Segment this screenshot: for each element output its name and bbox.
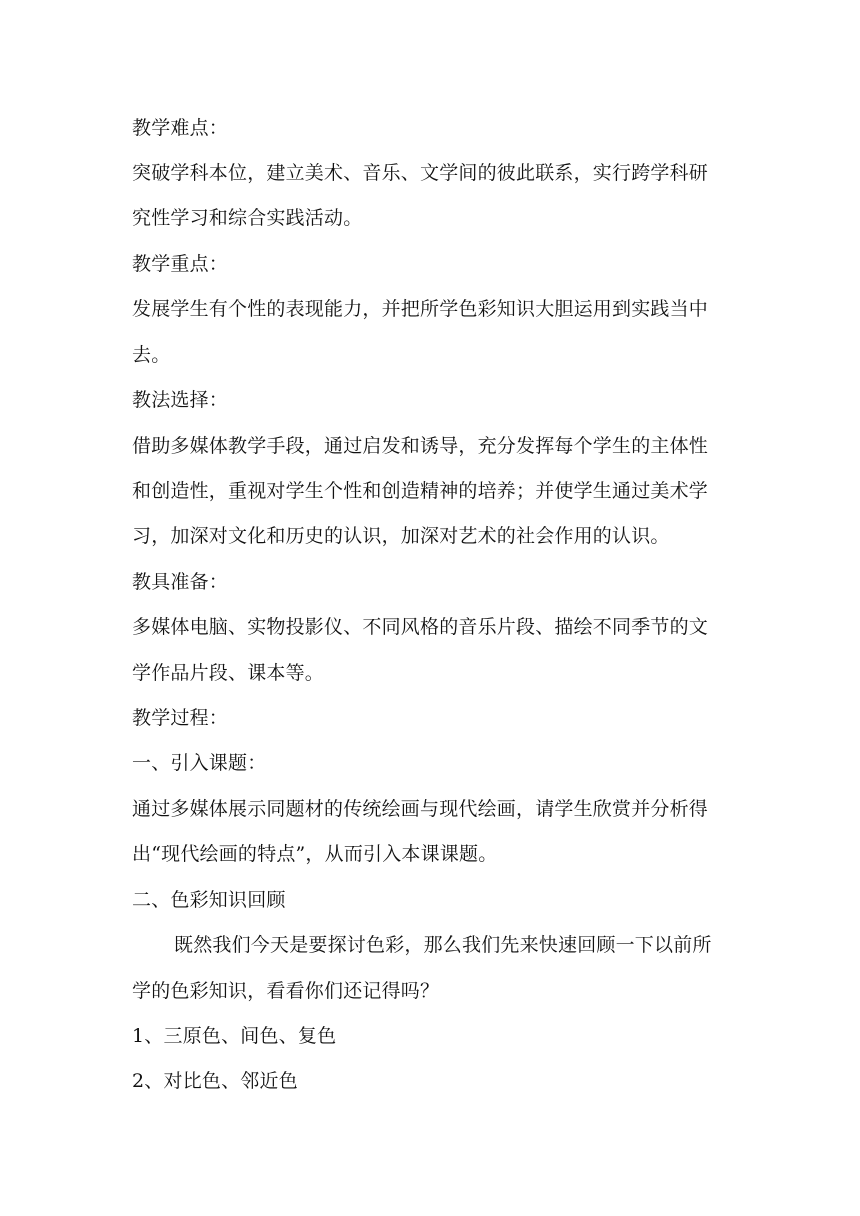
paragraph-line: 突破学科本位，建立美术、音乐、文学间的彼此联系，实行跨学科研: [132, 162, 709, 184]
section-heading-introduction: 一、引入课题：: [132, 752, 267, 774]
list-item: 2、对比色、邻近色: [132, 1070, 298, 1092]
section-heading-color-review: 二、色彩知识回顾: [132, 889, 286, 911]
list-item: 1、三原色、间色、复色: [132, 1025, 337, 1047]
paragraph-line: 既然我们今天是要探讨色彩，那么我们先来快速回顾一下以前所: [174, 934, 712, 956]
paragraph-line: 出“现代绘画的特点”，从而引入本课课题。: [132, 843, 498, 865]
paragraph-line: 多媒体电脑、实物投影仪、不同风格的音乐片段、描绘不同季节的文: [132, 616, 709, 638]
paragraph-line: 借助多媒体教学手段，通过启发和诱导，充分发挥每个学生的主体性: [132, 435, 709, 457]
heading-teaching-focus: 教学重点：: [132, 253, 229, 275]
heading-teaching-aids: 教具准备：: [132, 571, 229, 593]
paragraph-line: 学作品片段、课本等。: [132, 662, 325, 684]
paragraph-line: 学的色彩知识，看看你们还记得吗？: [132, 980, 440, 1002]
heading-teaching-process: 教学过程：: [132, 707, 229, 729]
heading-teaching-method: 教法选择：: [132, 389, 229, 411]
paragraph-line: 通过多媒体展示同题材的传统绘画与现代绘画，请学生欣赏并分析得: [132, 798, 709, 820]
paragraph-line: 究性学习和综合实践活动。: [132, 207, 363, 229]
paragraph-line: 习，加深对文化和历史的认识，加深对艺术的社会作用的认识。: [132, 525, 670, 547]
paragraph-line: 去。: [132, 344, 171, 366]
paragraph-line: 和创造性，重视对学生个性和创造精神的培养；并使学生通过美术学: [132, 480, 709, 502]
paragraph-line: 发展学生有个性的表现能力，并把所学色彩知识大胆运用到实践当中: [132, 298, 709, 320]
heading-teaching-difficulty: 教学难点：: [132, 117, 229, 139]
